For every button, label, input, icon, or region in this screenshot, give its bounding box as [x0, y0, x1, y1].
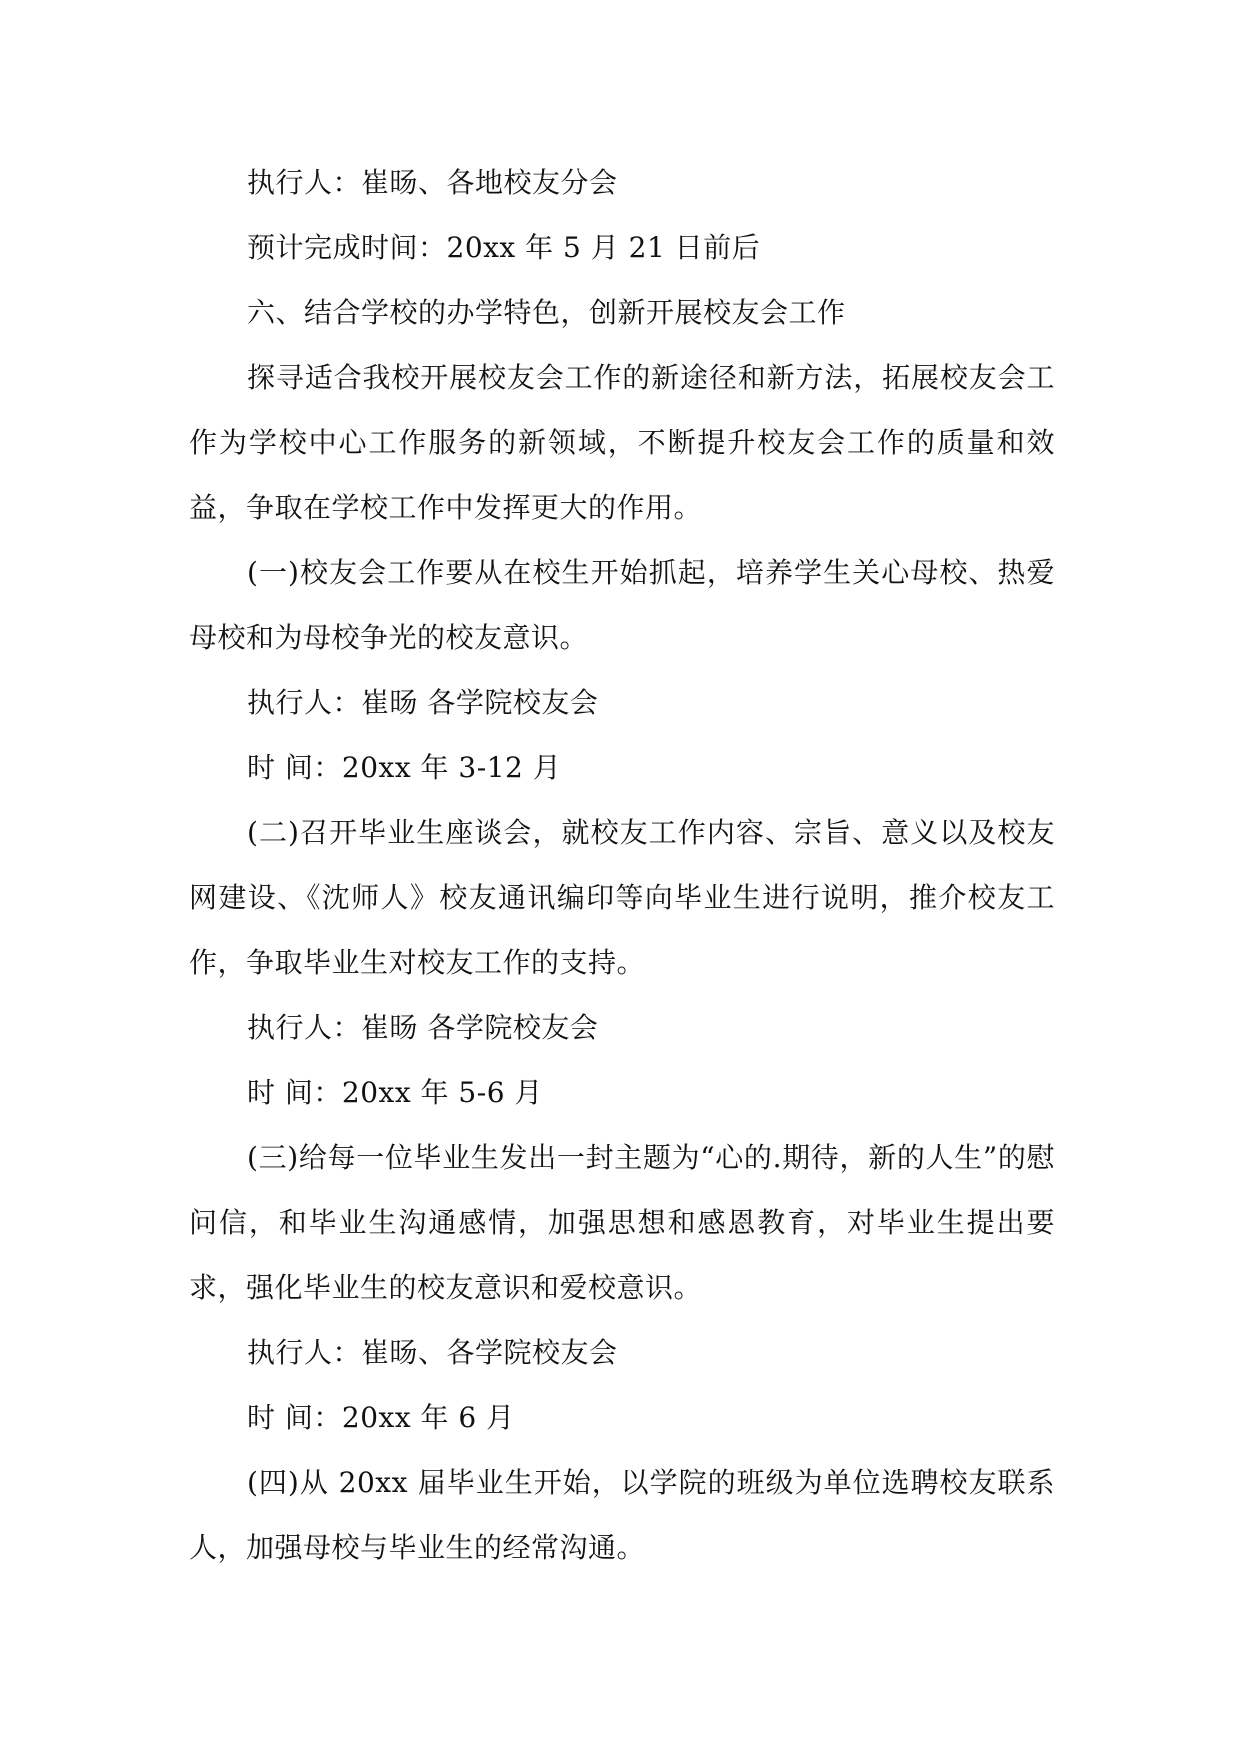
time-line: 时 间：20xx 年 6 月 [247, 1401, 515, 1434]
body-paragraph: 探寻适合我校开展校友会工作的新途径和新方法，拓展校友会工作为学校中心工作服务的新领域，不断提升校友会工作的质量和效益，争取在学校工作中发挥更大的作用。 [189, 361, 1055, 524]
item-paragraph: (一)校友会工作要从在校生开始抓起，培养学生关心母校、热爱母校和为母校争光的校友意识。 [189, 556, 1055, 654]
executor-line: 执行人：崔旸、各学院校友会 [247, 1336, 618, 1369]
executor-line: 执行人：崔旸、各地校友分会 [247, 166, 618, 199]
executor-line: 执行人：崔旸 各学院校友会 [247, 686, 599, 719]
executor-line: 执行人：崔旸 各学院校友会 [247, 1011, 599, 1044]
time-line: 时 间：20xx 年 3-12 月 [247, 751, 562, 784]
item-paragraph: (三)给每一位毕业生发出一封主题为“心的.期待，新的人生”的慰问信，和毕业生沟通感情，加强思想和感恩教育，对毕业生提出要求，强化毕业生的校友意识和爱校意识。 [189, 1141, 1055, 1304]
item-paragraph: (二)召开毕业生座谈会，就校友工作内容、宗旨、意义以及校友网建设、《沈师人》校友通讯编印等向毕业生进行说明，推介校友工作，争取毕业生对校友工作的支持。 [189, 816, 1055, 979]
document-body [189, 150, 1055, 1580]
section-heading: 六、结合学校的办学特色，创新开展校友会工作 [247, 296, 846, 329]
time-line: 时 间：20xx 年 5-6 月 [247, 1076, 543, 1109]
item-paragraph: (四)从 20xx 届毕业生开始，以学院的班级为单位选聘校友联系人，加强母校与毕业生的经常沟通。 [189, 1466, 1055, 1564]
completion-time-line: 预计完成时间：20xx 年 5 月 21 日前后 [247, 231, 761, 264]
